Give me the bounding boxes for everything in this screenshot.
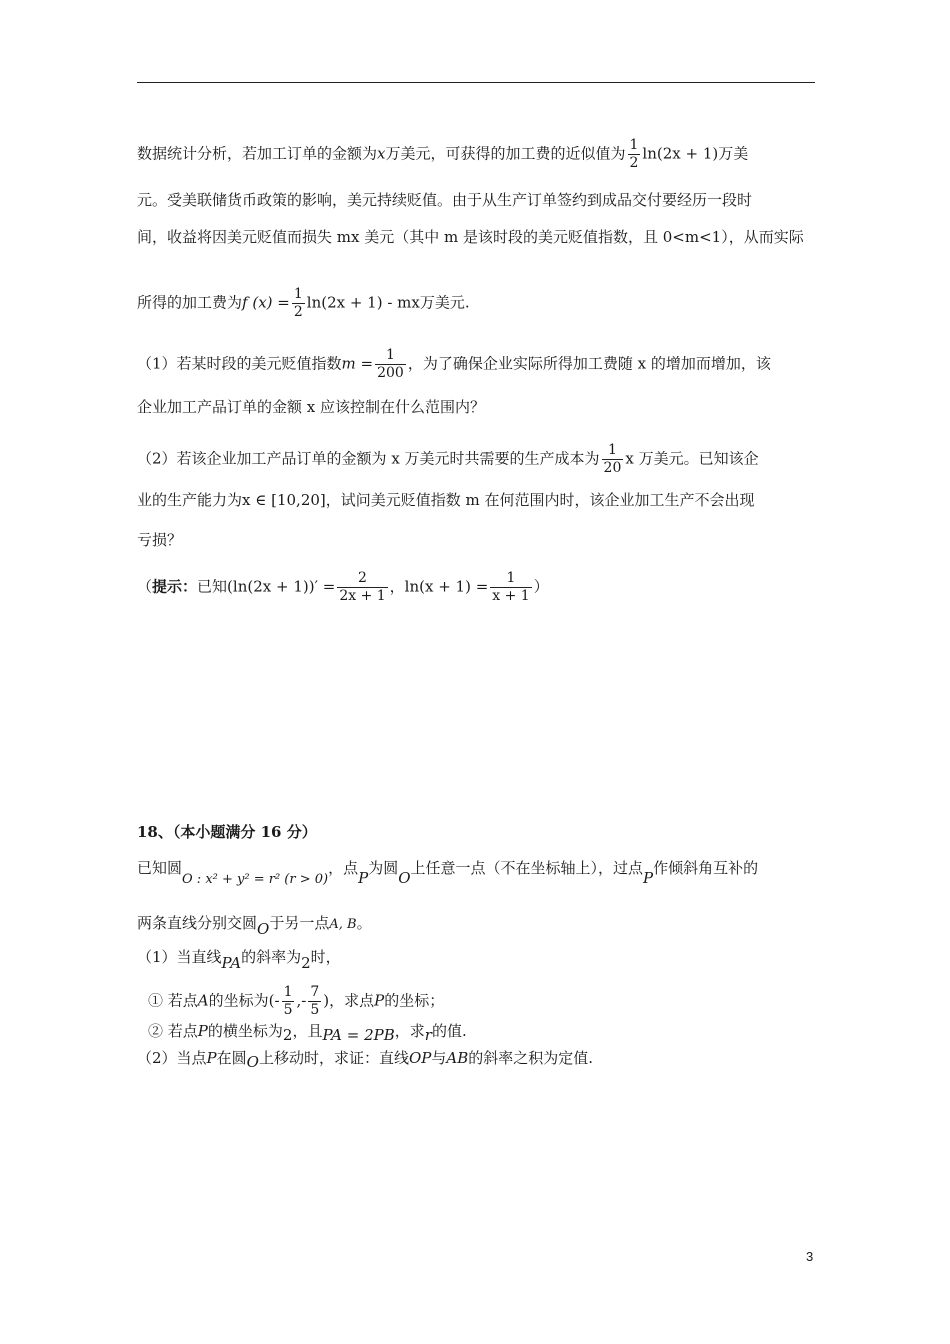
math-comma: ,-: [296, 991, 307, 1010]
p18-question-2: [137, 1048, 594, 1071]
math-PA-2PB: PA = 2PB: [322, 1026, 395, 1044]
text: 已知圆: [137, 859, 183, 877]
fraction-half: [292, 286, 305, 321]
text: ，为了确保企业实际所得加工费随 x 的增加而增加，该: [407, 354, 771, 373]
p18-line-2: [137, 913, 372, 938]
math-r: r: [424, 1026, 432, 1044]
text: 作倾斜角互补的: [653, 859, 759, 877]
text: ② 若点: [148, 1022, 198, 1040]
text: 的斜率之积为定值.: [468, 1049, 594, 1067]
math-expr: ln(2x + 1) - mx: [306, 293, 420, 312]
text: 的斜率为: [241, 948, 302, 966]
math-PA: PA: [221, 954, 242, 972]
math-A: A: [197, 991, 209, 1010]
frac-den: 5: [283, 1002, 293, 1018]
text: （1）若某时段的美元贬值指数: [137, 354, 342, 373]
text: 已知: [197, 577, 228, 596]
frac-den: 2x + 1: [339, 588, 386, 604]
text: 的值.: [431, 1022, 467, 1040]
frac-num: 1: [506, 570, 516, 586]
p17-line-1: [137, 137, 748, 172]
fraction-derivative: [337, 570, 387, 605]
text: 万美元.: [419, 293, 470, 312]
math-2: 2: [282, 1026, 293, 1044]
text: ① 若点: [148, 991, 198, 1010]
text: ，求: [394, 1022, 425, 1040]
math-O: O: [246, 1053, 259, 1071]
math-ln: ln(2x + 1): [642, 144, 719, 163]
math-paren: ): [323, 991, 330, 1010]
text: 在圆: [216, 1049, 247, 1067]
text: ）: [533, 577, 549, 596]
text: ，且: [292, 1022, 323, 1040]
text: 数据统计分析，若加工订单的金额为: [137, 144, 378, 163]
p17-hint: [137, 570, 549, 605]
math-fx: f (x) =: [242, 293, 290, 312]
frac-den: 5: [310, 1002, 320, 1018]
math-P: P: [197, 1022, 208, 1040]
text: 所得的加工费为: [137, 293, 243, 312]
fraction-half: [628, 137, 641, 172]
hint-label: 提示：: [152, 577, 198, 596]
text: 。: [356, 914, 372, 932]
math-OP: OP: [408, 1049, 432, 1067]
math-P: P: [643, 869, 654, 887]
frac-den: 20: [603, 460, 622, 476]
text: 与: [431, 1049, 447, 1067]
fraction-1-20: [602, 442, 624, 477]
text: （1）当直线: [137, 948, 222, 966]
p18-question-1: [137, 947, 341, 972]
frac-num: 1: [608, 442, 617, 458]
math-AB: AB: [446, 1049, 469, 1067]
p17-question-1: [137, 347, 771, 382]
math-2: 2: [301, 954, 311, 972]
page-number: 3: [806, 1249, 814, 1264]
math-O: O: [398, 869, 411, 887]
p17-line-3: 间，收益将因美元贬值而损失 mx 美元（其中 m 是该时段的美元贬值指数，且 0<m<1），从而实际: [137, 228, 804, 246]
fraction-ln: [490, 570, 531, 605]
text: （2）当点: [137, 1049, 207, 1067]
math-circle-eq: O : x² + y² = r² (r > 0): [182, 872, 329, 887]
text: 万美: [718, 144, 749, 163]
math-O: O: [257, 920, 270, 938]
frac-den: x + 1: [492, 588, 530, 604]
text: ，试问美元贬值指数 m 在何范围内时，该企业加工生产不会出现: [325, 491, 755, 509]
text: 上任意一点（不在坐标轴上），过点: [410, 859, 644, 877]
frac-den: 200: [377, 365, 404, 381]
text: 的坐标为: [208, 991, 269, 1010]
text: 上移动时，求证：直线: [258, 1049, 409, 1067]
text: 万美元，可获得的加工费的近似值为: [385, 144, 626, 163]
text: 的坐标；: [384, 991, 445, 1010]
math-P: P: [374, 991, 385, 1010]
p17-line-4: [137, 286, 470, 321]
text: 为圆: [368, 859, 399, 877]
fraction-1-5: [282, 984, 295, 1019]
frac-num: 1: [283, 984, 293, 1000]
frac-num: 1: [293, 286, 303, 302]
p18-sub-1: [148, 984, 444, 1019]
p18-line-1: [137, 858, 759, 887]
header-rule: [137, 82, 815, 83]
frac-num: 7: [310, 984, 320, 1000]
p17-question-1-cont: 企业加工产品订单的金额 x 应该控制在什么范围内？: [137, 398, 485, 416]
text: 时，: [310, 948, 341, 966]
p17-line-2: 元。受美联储货币政策的影响，美元持续贬值。由于从生产订单签约到成品交付要经历一段时: [137, 191, 753, 209]
math-paren: (-: [268, 991, 280, 1010]
math-m: m =: [341, 354, 374, 373]
fraction-1-200: [375, 347, 406, 382]
p17-question-2-end: 亏损？: [137, 531, 183, 549]
text: 两条直线分别交圆: [137, 914, 258, 932]
frac-num: 1: [386, 347, 395, 363]
math-ln: ln(x + 1) =: [404, 577, 489, 596]
frac-num: 1: [629, 137, 639, 153]
text: 的横坐标为: [207, 1022, 283, 1040]
p17-question-2: [137, 442, 759, 477]
math-derivative: (ln(2x + 1))′ =: [227, 577, 336, 596]
text: 于另一点: [269, 914, 330, 932]
p17-question-2-cont: [137, 490, 755, 510]
fraction-7-5: [308, 984, 321, 1019]
text: （2）若该企业加工产品订单的金额为 x 万美元时共需要的生产成本为: [137, 449, 600, 468]
p18-sub-2: [148, 1021, 467, 1044]
frac-num: 2: [358, 570, 367, 586]
math-AB: A, B: [329, 917, 357, 932]
math-x: x: [377, 144, 386, 163]
text: 业的生产能力为: [137, 491, 243, 509]
math-P: P: [206, 1049, 217, 1067]
text: （: [137, 577, 153, 596]
math-P: P: [358, 869, 369, 887]
text: ，求点: [329, 991, 375, 1010]
text: ，: [389, 577, 405, 596]
p18-title: 18、（本小题满分 16 分）: [137, 823, 317, 841]
math-range: x ∈ [10,20]: [242, 491, 326, 509]
frac-den: 2: [293, 304, 303, 320]
text: x 万美元。已知该企: [625, 449, 759, 468]
frac-den: 2: [629, 155, 639, 171]
text: ，点: [328, 859, 359, 877]
